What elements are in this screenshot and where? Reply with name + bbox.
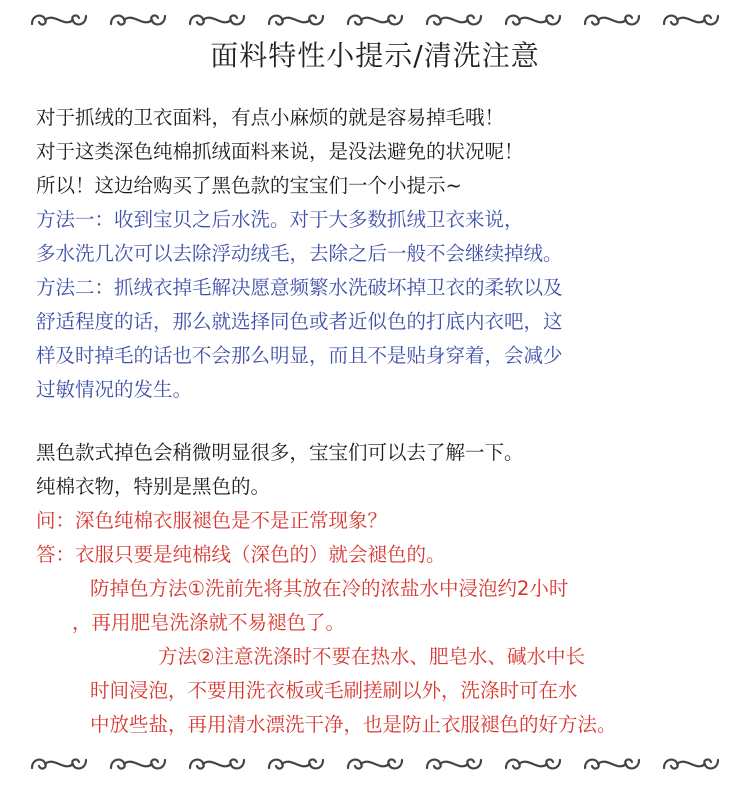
swirl-scroll-icon	[344, 752, 406, 776]
intro-line-3: 所以！这边给购买了黑色款的宝宝们一个小提示~	[36, 174, 462, 197]
method-line-2: 多水洗几次可以去除浮动绒毛，去除之后一般不会继续掉绒。	[36, 242, 563, 265]
method1-line-1: 防掉色方法①洗前先将其放在冷的浓盐水中浸泡约2小时	[90, 577, 569, 600]
swirl-scroll-icon	[581, 8, 643, 32]
method1-line-2: ，再用肥皂洗涤就不易褪色了。	[72, 611, 346, 634]
page-title: 面料特性小提示/清洗注意	[210, 39, 540, 72]
bottom-ornament-border	[28, 752, 722, 776]
method-line-3: 方法二：抓绒衣掉毛解决愿意频繁水洗破坏掉卫衣的柔软以及	[36, 276, 563, 299]
method-line-1: 方法一：收到宝贝之后水洗。对于大多数抓绒卫衣来说，	[36, 208, 524, 231]
swirl-scroll-icon	[28, 752, 90, 776]
intro-line-1: 对于抓绒的卫衣面料，有点小麻烦的就是容易掉毛哦！	[36, 106, 505, 129]
swirl-scroll-icon	[265, 8, 327, 32]
swirl-scroll-icon	[344, 8, 406, 32]
intro-line-2: 对于这类深色纯棉抓绒面料来说，是没法避免的状况呢！	[36, 140, 524, 163]
swirl-scroll-icon	[423, 752, 485, 776]
swirl-scroll-icon	[107, 8, 169, 32]
method2-line-3: 中放些盐，再用清水漂洗干净，也是防止衣服褪色的好方法。	[90, 713, 617, 736]
swirl-scroll-icon	[502, 8, 564, 32]
note-line-1: 黑色款式掉色会稍微明显很多，宝宝们可以去了解一下。	[36, 441, 524, 464]
method2-line-2: 时间浸泡，不要用洗衣板或毛刷搓刷以外，洗涤时可在水	[90, 679, 578, 702]
swirl-scroll-icon	[502, 752, 564, 776]
note-line-2: 纯棉衣物，特别是黑色的。	[36, 475, 271, 498]
method2-line-1: 方法②注意洗涤时不要在热水、肥皂水、碱水中长	[158, 645, 585, 668]
swirl-scroll-icon	[186, 8, 248, 32]
swirl-scroll-icon	[660, 752, 722, 776]
swirl-scroll-icon	[660, 8, 722, 32]
swirl-scroll-icon	[265, 752, 327, 776]
question-line: 问：深色纯棉衣服褪色是不是正常现象？	[36, 509, 388, 532]
method-line-6: 过敏情况的发生。	[36, 378, 193, 401]
swirl-scroll-icon	[423, 8, 485, 32]
top-ornament-border	[28, 8, 722, 32]
swirl-scroll-icon	[107, 752, 169, 776]
answer-line: 答：衣服只要是纯棉线（深色的）就会褪色的。	[36, 543, 446, 566]
method-line-4: 舒适程度的话，那么就选择同色或者近似色的打底内衣吧，这	[36, 310, 563, 333]
swirl-scroll-icon	[186, 752, 248, 776]
swirl-scroll-icon	[28, 8, 90, 32]
swirl-scroll-icon	[581, 752, 643, 776]
method-line-5: 样及时掉毛的话也不会那么明显，而且不是贴身穿着，会减少	[36, 344, 563, 367]
